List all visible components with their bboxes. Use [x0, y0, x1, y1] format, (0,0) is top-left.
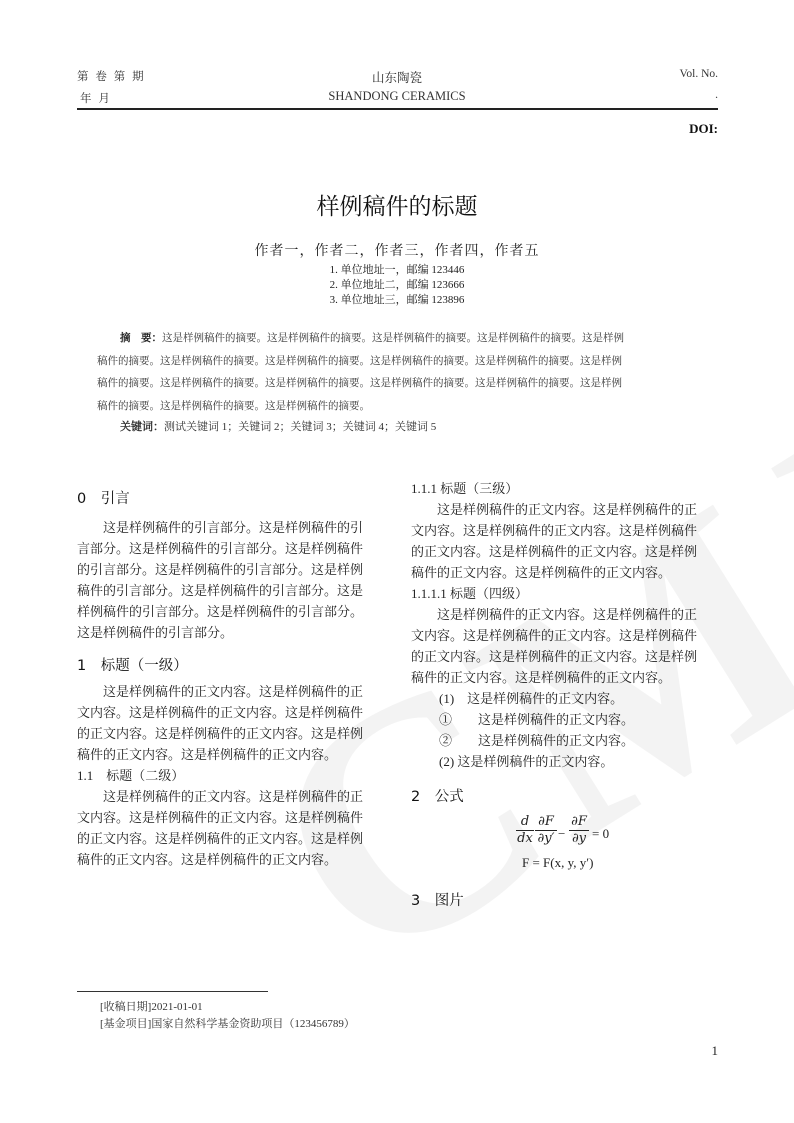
equals-zero: = 0	[592, 826, 610, 841]
intro-paragraph	[77, 517, 384, 643]
numerator: d	[520, 814, 530, 829]
journal-name-en: SHANDONG CERAMICS	[328, 89, 466, 103]
section-heading-formula: 2 公式	[411, 789, 464, 805]
text-line: 这是样例稿件的正文内容。这是样例稿件的正	[411, 607, 698, 622]
right-column	[411, 478, 719, 916]
fraction-d-dx	[516, 814, 534, 847]
list-item: ① 这是样例稿件的正文内容。	[439, 712, 635, 727]
header-period: .	[715, 89, 718, 101]
section-heading-level1: 1 标题（一级）	[77, 658, 188, 674]
text-line: 的正文内容。这是样例稿件的正文内容。这是样例	[411, 544, 698, 559]
footnote-rule	[77, 991, 268, 992]
doi-label: DOI:	[689, 121, 718, 136]
footnote-fund: [基金项目]国家自然科学基金资助项目（123456789）	[100, 1018, 355, 1030]
level4-paragraph	[411, 604, 719, 688]
section-heading-level4: 1.1.1.1 标题（四级）	[411, 586, 529, 601]
level1-paragraph	[77, 681, 384, 765]
keywords-text: 测试关键词 1；关键词 2；关键词 3；关键词 4；关键词 5	[164, 421, 437, 433]
abstract	[97, 328, 700, 418]
text-line: 稿件的引言部分。这是样例稿件的引言部分。这是	[77, 583, 364, 598]
header-rule	[77, 108, 718, 110]
section-heading-level3: 1.1.1 标题（三级）	[411, 481, 519, 496]
text-line: 这是样例稿件的正文内容。这是样例稿件的正	[77, 684, 364, 699]
fraction-dF-dyprime	[535, 814, 557, 847]
text-line: 这是样例稿件的引言部分。这是样例稿件的引	[77, 520, 364, 535]
fraction-dF-dy	[569, 814, 589, 847]
text-line: 的正文内容。这是样例稿件的正文内容。这是样例	[77, 726, 364, 741]
numerator: ∂F	[538, 814, 554, 829]
affiliation-3: 3. 单位地址三，邮编 123896	[329, 294, 465, 306]
list-item: ② 这是样例稿件的正文内容。	[439, 733, 635, 748]
header-year-month: 年 月	[80, 93, 112, 105]
text-line: 文内容。这是样例稿件的正文内容。这是样例稿件	[411, 523, 698, 538]
left-column	[77, 487, 384, 870]
text-line: 文内容。这是样例稿件的正文内容。这是样例稿件	[77, 705, 364, 720]
journal-name-cn: 山东陶瓷	[371, 71, 422, 85]
list-item: (2) 这是样例稿件的正文内容。	[439, 754, 614, 769]
affiliation-1: 1. 单位地址一，邮编 123446	[329, 264, 465, 276]
header-vol-no: Vol. No.	[679, 68, 718, 80]
text-line: 的引言部分。这是样例稿件的引言部分。这是样例	[77, 562, 364, 577]
keywords	[120, 418, 436, 434]
numbered-list	[411, 688, 719, 772]
text-line: 的正文内容。这是样例稿件的正文内容。这是样例	[411, 649, 698, 664]
section-heading-introduction: 0 引言	[77, 491, 130, 507]
paper-title: 样例稿件的标题	[316, 194, 478, 220]
abstract-line: 稿件的摘要。这是样例稿件的摘要。这是样例稿件的摘要。这是样例稿件的摘要。这是样例稿件的摘要。这是样例	[97, 355, 622, 367]
abstract-line: 摘 要：这是样例稿件的摘要。这是样例稿件的摘要。这是样例稿件的摘要。这是样例稿件的摘要。这是样例	[120, 333, 624, 344]
denominator: ∂y	[571, 831, 587, 846]
abstract-line: 稿件的摘要。这是样例稿件的摘要。这是样例稿件的摘要。	[97, 400, 370, 412]
section-heading-level2: 1.1 标题（二级）	[77, 768, 185, 783]
page-number: 1	[711, 1043, 718, 1058]
text-line: 这是样例稿件的正文内容。这是样例稿件的正	[411, 502, 698, 517]
section-heading-figure: 3 图片	[411, 893, 464, 909]
formula-block	[411, 812, 719, 874]
numerator: ∂F	[571, 814, 587, 829]
level2-paragraph	[77, 786, 384, 870]
header-volume-issue: 第 卷 第 期	[77, 71, 146, 83]
list-item: (1) 这是样例稿件的正文内容。	[439, 691, 624, 706]
denominator: ∂y′	[537, 831, 555, 846]
text-line: 言部分。这是样例稿件的引言部分。这是样例稿件	[77, 541, 364, 556]
text-line: 文内容。这是样例稿件的正文内容。这是样例稿件	[411, 628, 698, 643]
text-line: 这是样例稿件的引言部分。	[77, 625, 234, 640]
text-line: 样例稿件的引言部分。这是样例稿件的引言部分。	[77, 604, 364, 619]
text-line: 稿件的正文内容。这是样例稿件的正文内容。	[411, 670, 672, 685]
text-line: 文内容。这是样例稿件的正文内容。这是样例稿件	[77, 810, 364, 825]
text-line: 稿件的正文内容。这是样例稿件的正文内容。	[77, 852, 338, 867]
formula-line-2: F = F(x, y, y′)	[522, 855, 594, 870]
text-line: 这是样例稿件的正文内容。这是样例稿件的正	[77, 789, 364, 804]
denominator: dx	[517, 831, 533, 846]
keywords-label: 关键词：	[120, 421, 164, 433]
abstract-line: 稿件的摘要。这是样例稿件的摘要。这是样例稿件的摘要。这是样例稿件的摘要。这是样例稿件的摘要。这是样例	[97, 378, 622, 389]
text-line: 稿件的正文内容。这是样例稿件的正文内容。	[77, 747, 338, 762]
text-line: 的正文内容。这是样例稿件的正文内容。这是样例	[77, 831, 364, 846]
abstract-label: 摘 要：	[120, 333, 162, 344]
affiliation-2: 2. 单位地址二，邮编 123666	[329, 279, 465, 291]
minus-sign: −	[558, 826, 566, 841]
text-line: 稿件的正文内容。这是样例稿件的正文内容。	[411, 565, 672, 580]
footnote-received-date: [收稿日期]2021-01-01	[100, 1001, 203, 1013]
author-list: 作者一，作者二，作者三，作者四，作者五	[254, 244, 540, 259]
level3-paragraph	[411, 499, 719, 583]
